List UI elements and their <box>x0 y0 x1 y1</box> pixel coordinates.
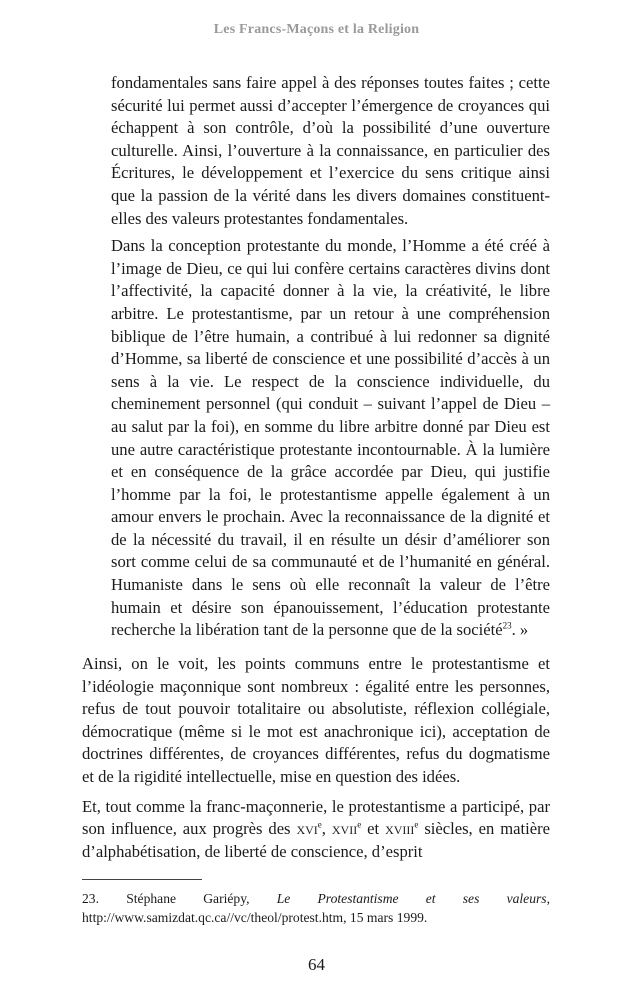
body-paragraph-2 <box>82 796 550 864</box>
century-18: xviii <box>385 819 415 839</box>
century-16-suffix: e <box>317 819 322 830</box>
footnote-title: Le Protestantisme et ses valeurs <box>276 891 547 906</box>
quote-closing: . » <box>511 620 529 640</box>
century-16: xvi <box>296 819 318 839</box>
block-quote <box>111 72 550 647</box>
century-18-suffix: e <box>414 819 419 830</box>
separator: , <box>321 819 332 839</box>
footnote-divider <box>82 879 202 880</box>
century-17-suffix: e <box>357 819 362 830</box>
quote-paragraph-2 <box>111 235 550 642</box>
running-title: Les Francs-Maçons et la Religion <box>213 22 420 37</box>
footnote-number: 23. <box>82 891 99 906</box>
conjunction: et <box>361 819 386 839</box>
page-number: 64 <box>308 955 325 974</box>
body-paragraph-2-end: siècles, en matière d’alphabétisation, de liberté de conscience, d’esprit <box>82 819 550 861</box>
century-17: xvii <box>331 819 358 839</box>
body-paragraph-1: Ainsi, on le voit, les points communs entre le protestantisme et l’idéologie maçonnique sont nombreux : égalité entre les personnes, refus de tout pouvoir totalitaire ou absolutiste, réflexion collégiale, démocratique (même si le mot est anachronique ici), acceptation de doctrines différentes, de croyances différentes, refus du dogmatisme et de la rigidité intellectuelle, mise en question des idées. <box>82 654 550 786</box>
footnote-reference[interactable]: 23 <box>502 620 512 631</box>
footnote <box>82 889 550 927</box>
body-text <box>82 653 550 870</box>
body-paragraph-2-text: Et, tout comme la franc-maçonnerie, le protestantisme a participé, par son influence, aux progrès des <box>82 796 550 839</box>
footnote-source[interactable]: , http://www.samizdat.qc.ca//vc/theol/protest.htm, 15 mars 1999. <box>82 891 550 925</box>
quote-paragraph-1: fondamentales sans faire appel à des réponses toutes faites ; cette sécurité lui permet aussi d’accepter l’émergence de croyances qui échappent à son contrôle, d’où la possibilité d’une ouverture culturelle. Ainsi, l’ouverture à la connaissance, en particulier des Écritures, le développement et l’exercice du sens critique ainsi que la passion de la vérité dans les divers domaines constituent-elles des valeurs protestantes fondamentales. <box>111 73 550 228</box>
quote-paragraph-2-text: Dans la conception protestante du monde, l’Homme a été créé à l’image de Dieu, ce qui lui confère certains caractères divins dont l’affectivité, la capacité donner à la vie, la créativité, le libre arbitre. Le protestantisme, par un retour à une compréhension biblique de l’être humain, a contribué à lui redonner sa dignité d’Homme, sa liberté de conscience et une possibilité d’accès à un sens à la vie. Le respect de la conscience individuelle, du cheminement personnel (qui conduit – suivant l’appel de Dieu – au salut par la foi), en somme du libre arbitre donné par Dieu est une autre caractéristique protestante incontournable. À la lumière et en conséquence de la grâce accordée par Dieu, qui justifie l’homme par la foi, le protestantisme appelle également à un amour envers le prochain. Avec la reconnaissance de la dignité et de la nécessité du travail, il en résulte un désir d’améliorer son sort comme celui de sa communauté et de l’humanité en général. Humaniste dans le sens où elle reconnaît la valeur de l’être humain et désire son épanouissement, l’éducation protestante recherche la libération tant de la personne que de la société <box>111 236 550 640</box>
footnote-author: Stéphane Gariépy, <box>99 891 277 906</box>
